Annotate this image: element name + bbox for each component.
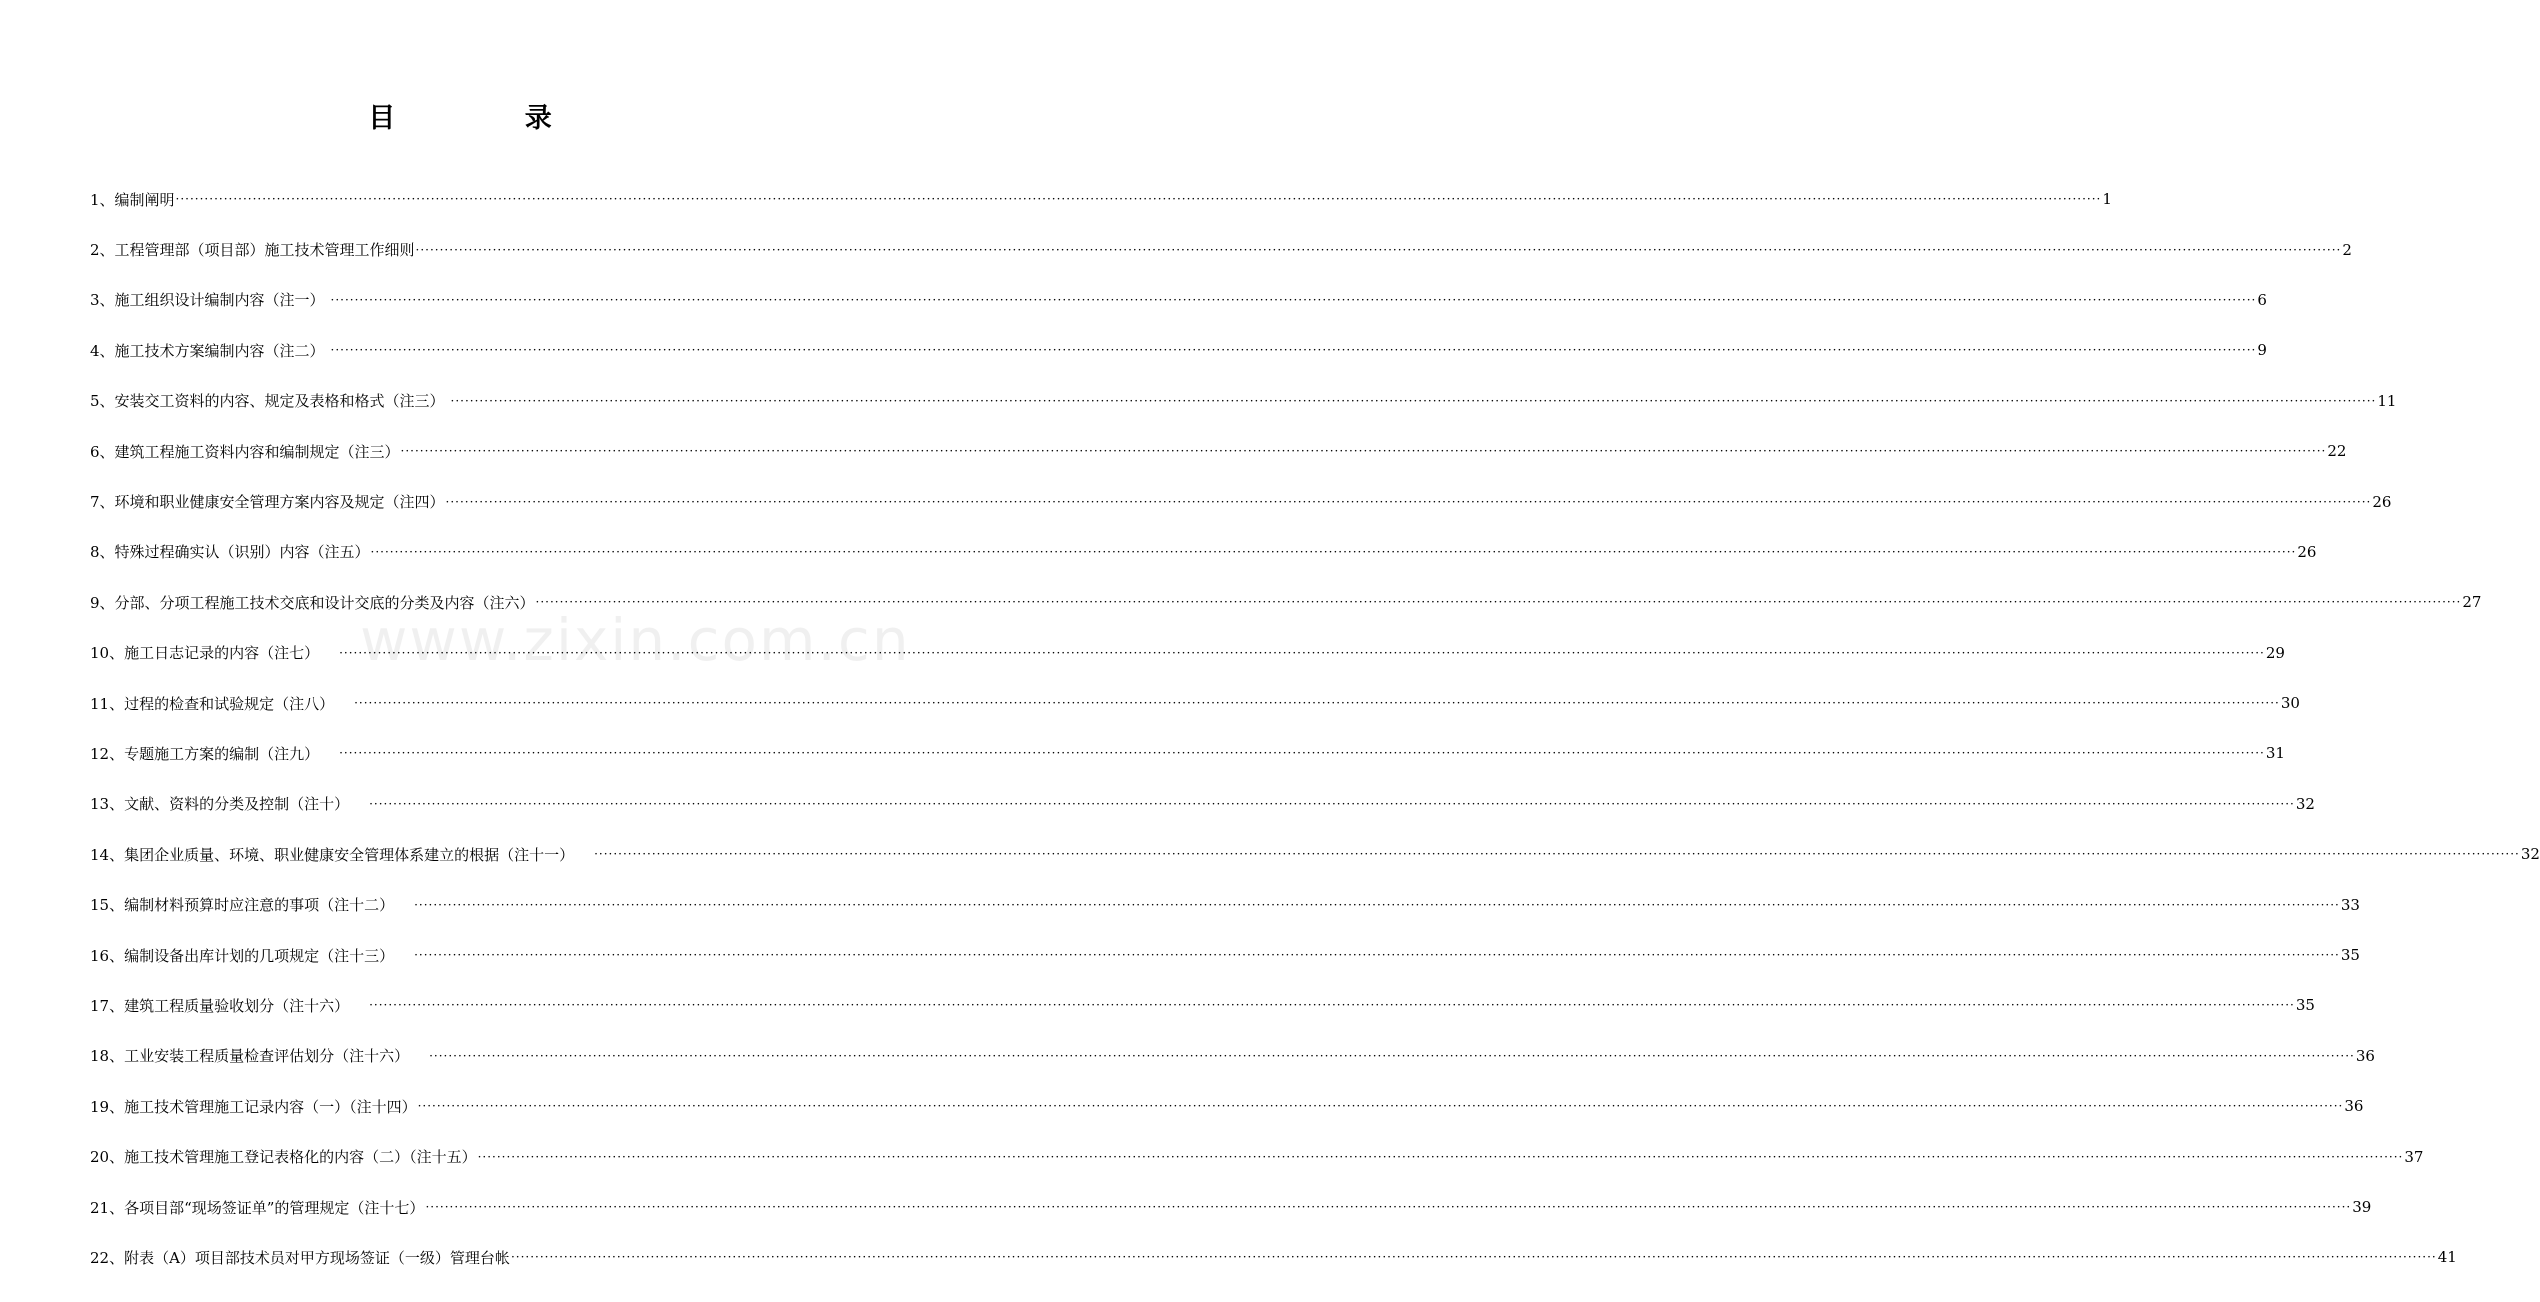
toc-entry[interactable] [90,527,2317,577]
toc-entry-page-number: 39 [2352,1198,2372,1216]
toc-entry-label: 4、施工技术方案编制内容（注二） [90,341,325,360]
toc-entry-page-number: 31 [2265,744,2285,763]
toc-leader-dots: ················································································································································································································································································································································································································ [429,1048,2355,1063]
toc-leader-dots: ················································································································································································································································································································································································································ [339,645,2265,660]
toc-entry-page-number: 35 [2340,946,2360,965]
toc-entry-label: 19、施工技术管理施工记录内容（一）（注十四） [90,1097,417,1116]
toc-entry-label: 21、各项目部“现场签证单”的管理规定（注十七） [90,1198,425,1217]
toc-entry[interactable] [90,224,2352,274]
toc-leader-dots: ················································································································································································································································································································································································································ [425,1200,2352,1214]
toc-entry-page-number: 1 [2102,190,2112,209]
toc-entry-label: 7、环境和职业健康安全管理方案内容及规定（注四） [90,493,445,512]
table-of-contents [90,174,2540,1283]
toc-entry-page-number: 22 [2327,442,2347,461]
toc-entry-page-number: 27 [2462,593,2482,612]
toc-entry[interactable] [90,829,2540,879]
toc-entry[interactable] [90,980,2315,1030]
toc-entry-label: 18、工业安装工程质量检查评估划分（注十六） [90,1047,410,1066]
toc-leader-dots: ················································································································································································································································································································································································································ [450,393,2377,408]
toc-entry-label: 20、施工技术管理施工登记表格化的内容（二）（注十五） [90,1148,477,1167]
toc-entry-label: 16、编制设备出库计划的几项规定（注十三） [90,946,395,965]
toc-entry[interactable] [90,1031,2375,1081]
toc-entry[interactable] [90,779,2315,829]
toc-entry-page-number: 33 [2340,895,2360,914]
toc-entry-label: 10、施工日志记录的内容（注七） [90,644,320,663]
toc-leader-dots: ················································································································································································································································································································································································································ [510,1250,2437,1265]
toc-entry-label: 11、过程的检查和试验规定（注八） [90,694,335,713]
toc-leader-dots: ················································································································································································································································································································································································································ [415,242,2342,257]
toc-entry[interactable] [90,930,2360,980]
toc-entry-label: 12、专题施工方案的编制（注九） [90,744,320,763]
toc-leader-dots: ················································································································································································································································································································································································································ [414,948,2340,963]
toc-entry[interactable] [90,376,2397,426]
toc-entry[interactable] [90,577,2482,627]
toc-entry-page-number: 32 [2295,794,2315,813]
toc-entry-label: 1、编制阐明 [90,190,175,209]
toc-leader-dots: ················································································································································································································································································································································································································ [330,292,2257,307]
toc-entry-page-number: 41 [2437,1248,2457,1267]
toc-entry-page-number: 30 [2280,694,2300,713]
toc-entry-page-number: 2 [2342,240,2352,259]
watermark: www.zixin.com.cn [360,606,911,674]
toc-entry-page-number: 29 [2265,643,2285,662]
toc-leader-dots: ················································································································································································································································································································································································································ [370,544,2297,559]
toc-entry-label: 17、建筑工程质量验收划分（注十六） [90,996,350,1015]
toc-entry-page-number: 6 [2257,290,2267,309]
toc-leader-dots: ················································································································································································································································································································································································································ [400,444,2327,459]
toc-entry-label: 15、编制材料预算时应注意的事项（注十二） [90,896,395,915]
toc-entry-page-number: 9 [2257,341,2267,360]
toc-leader-dots: ················································································································································································································································································································································································································ [594,847,2520,862]
toc-entry[interactable] [90,275,2267,325]
page-title: 目 录 [368,103,612,134]
toc-entry[interactable] [90,1081,2364,1131]
toc-leader-dots: ················································································································································································································································································································································································································ [445,494,2372,509]
toc-entry[interactable] [90,879,2360,929]
toc-entry[interactable] [90,728,2285,778]
toc-entry-page-number: 26 [2372,492,2392,511]
toc-entry-label: 14、集团企业质量、环境、职业健康安全管理体系建立的根据（注十一） [90,845,575,864]
toc-entry-page-number: 37 [2404,1147,2424,1166]
toc-entry-label: 13、文献、资料的分类及控制（注十） [90,795,350,814]
toc-entry-page-number: 35 [2295,996,2315,1015]
toc-entry-label: 3、施工组织设计编制内容（注一） [90,291,325,310]
toc-entry-page-number: 36 [2344,1097,2364,1116]
toc-entry-page-number: 32 [2520,845,2540,864]
toc-entry[interactable] [90,426,2347,476]
toc-leader-dots: ················································································································································································································································································································································································································ [369,998,2295,1013]
toc-entry[interactable] [90,476,2392,526]
toc-leader-dots: ················································································································································································································································································································································································································ [417,1099,2344,1114]
toc-entry[interactable] [90,678,2300,728]
toc-entry-page-number: 36 [2355,1046,2375,1065]
toc-entry[interactable] [90,1131,2424,1181]
toc-leader-dots: ················································································································································································································································································································································································································ [175,192,2102,207]
toc-entry-label: 22、附表（A）项目部技术员对甲方现场签证（一级）管理台帐 [90,1248,510,1267]
toc-entry-label: 2、工程管理部（项目部）施工技术管理工作细则 [90,241,415,260]
toc-leader-dots: ················································································································································································································································································································································································································ [535,595,2462,610]
toc-leader-dots: ················································································································································································································································································································································································································ [477,1149,2404,1164]
toc-leader-dots: ················································································································································································································································································································································································································ [330,343,2257,358]
toc-leader-dots: ················································································································································································································································································································································································································ [339,746,2265,761]
toc-entry-page-number: 11 [2377,391,2397,410]
toc-entry[interactable] [90,325,2267,375]
toc-entry[interactable] [90,1182,2372,1232]
toc-leader-dots: ················································································································································································································································································································································································································ [369,796,2295,811]
toc-entry[interactable] [90,1232,2457,1282]
toc-entry-label: 8、特殊过程确实认（识别）内容（注五） [90,543,370,562]
toc-entry[interactable] [90,628,2285,678]
toc-leader-dots: ················································································································································································································································································································································································································ [414,897,2340,912]
toc-entry[interactable] [90,174,2112,224]
toc-entry-label: 9、分部、分项工程施工技术交底和设计交底的分类及内容（注六） [90,593,535,612]
toc-entry-page-number: 26 [2297,542,2317,561]
toc-leader-dots: ················································································································································································································································································································································································································ [354,696,2280,711]
toc-entry-label: 5、安装交工资料的内容、规定及表格和格式（注三） [90,392,445,411]
toc-entry-label: 6、建筑工程施工资料内容和编制规定（注三） [90,442,400,461]
